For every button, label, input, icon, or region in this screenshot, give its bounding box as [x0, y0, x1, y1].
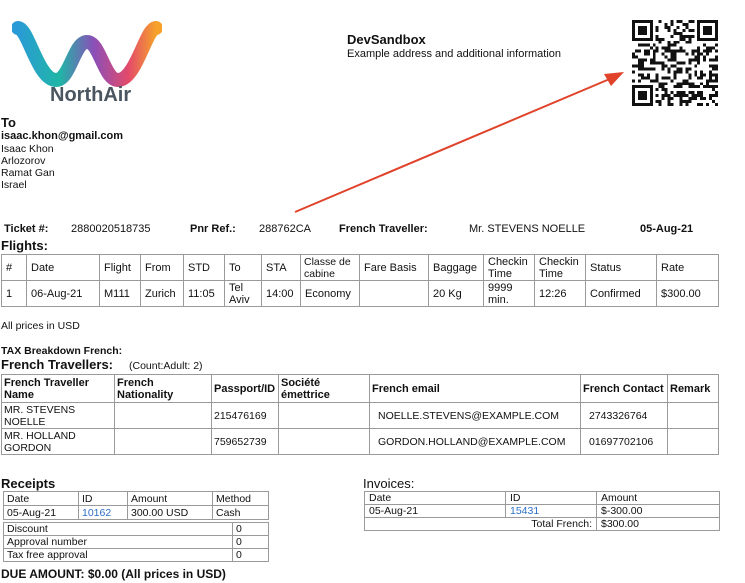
- column-header: STD: [184, 255, 225, 281]
- table-row: [4, 536, 269, 549]
- table-header-row: [4, 492, 269, 506]
- address-line: Ramat Gan: [1, 167, 55, 179]
- address-line: Isaac Khon: [1, 143, 54, 155]
- table-cell: 06-Aug-21: [27, 281, 100, 307]
- table-cell: 300.00 USD: [128, 506, 213, 520]
- receipt-id-link[interactable]: 10162: [79, 506, 128, 520]
- table-cell: 9999 min.: [484, 281, 535, 307]
- table-cell: Cash: [213, 506, 269, 520]
- address-line: Arlozorov: [1, 155, 46, 167]
- table-cell: 05-Aug-21: [4, 506, 79, 520]
- table-cell: NOELLE.STEVENS@EXAMPLE.COM: [370, 403, 581, 429]
- extra-value: 0: [233, 549, 269, 562]
- column-header: Date: [4, 492, 79, 506]
- column-header: French email: [370, 375, 581, 403]
- table-row: [4, 506, 269, 520]
- table-row: [2, 429, 719, 455]
- table-cell: Zurich: [141, 281, 184, 307]
- column-header: Rate: [657, 255, 719, 281]
- column-header: Date: [27, 255, 100, 281]
- table-cell: Economy: [301, 281, 360, 307]
- extra-label: Tax free approval: [4, 549, 233, 562]
- extra-value: 0: [233, 523, 269, 536]
- column-header: French Contact: [581, 375, 668, 403]
- prices-note: All prices in USD: [1, 320, 80, 332]
- pnr-value: 288762CA: [259, 223, 311, 235]
- logo-text: NorthAir: [50, 84, 132, 106]
- column-header: Fare Basis: [360, 255, 429, 281]
- column-header: Flight: [100, 255, 141, 281]
- table-cell: GORDON.HOLLAND@EXAMPLE.COM: [370, 429, 581, 455]
- table-row: [2, 281, 719, 307]
- table-cell: $300.00: [657, 281, 719, 307]
- table-cell: [668, 429, 719, 455]
- column-header: Amount: [597, 492, 720, 505]
- table-cell: Tel Aviv: [225, 281, 262, 307]
- ticket-value: 2880020518735: [71, 223, 151, 235]
- travellers-title: French Travellers:: [1, 357, 113, 372]
- pnr-label: Pnr Ref.:: [190, 223, 236, 235]
- column-header: Classe de cabine: [301, 255, 360, 281]
- due-amount: DUE AMOUNT: $0.00 (All prices in USD): [1, 567, 226, 581]
- table-cell: 20 Kg: [429, 281, 484, 307]
- table-cell: [360, 281, 429, 307]
- table-cell: 759652739: [212, 429, 279, 455]
- total-label: Total French:: [365, 518, 597, 531]
- column-header: Remark: [668, 375, 719, 403]
- address-line: Israel: [1, 179, 27, 191]
- traveller-label: French Traveller:: [339, 223, 428, 235]
- receipts-extra-table: [3, 522, 269, 562]
- ticket-label: Ticket #:: [4, 223, 49, 235]
- flights-title: Flights:: [1, 238, 48, 253]
- column-header: From: [141, 255, 184, 281]
- table-cell: MR. HOLLAND GORDON: [2, 429, 115, 455]
- column-header: To: [225, 255, 262, 281]
- column-header: Société émettrice: [279, 375, 370, 403]
- table-row: [365, 505, 720, 518]
- tax-title: TAX Breakdown French:: [1, 345, 123, 357]
- column-header: Baggage: [429, 255, 484, 281]
- table-cell: 11:05: [184, 281, 225, 307]
- column-header: Status: [586, 255, 657, 281]
- table-header-row: [2, 375, 719, 403]
- table-header-row: [2, 255, 719, 281]
- flights-table: [1, 254, 719, 307]
- ticket-date: 05-Aug-21: [640, 223, 694, 235]
- column-header: Checkin Time: [535, 255, 586, 281]
- column-header: STA: [262, 255, 301, 281]
- receipts-table: [3, 491, 269, 520]
- invoices-title: Invoices:: [363, 476, 415, 491]
- table-row: [4, 523, 269, 536]
- column-header: French Traveller Name: [2, 375, 115, 403]
- to-email: isaac.khon@gmail.com: [1, 130, 123, 142]
- invoices-table: [364, 491, 720, 531]
- table-cell: 14:00: [262, 281, 301, 307]
- travellers-count: (Count:Adult: 2): [129, 360, 203, 372]
- table-cell: 01697702106: [581, 429, 668, 455]
- table-row: [2, 403, 719, 429]
- to-heading: To: [1, 115, 16, 130]
- table-cell: [668, 403, 719, 429]
- column-header: Passport/ID: [212, 375, 279, 403]
- table-cell: [279, 429, 370, 455]
- table-cell: Confirmed: [586, 281, 657, 307]
- table-cell: [279, 403, 370, 429]
- column-header: ID: [79, 492, 128, 506]
- to-address: [1, 143, 55, 191]
- company-address: Example address and additional information: [347, 48, 562, 60]
- table-cell: 2743326764: [581, 403, 668, 429]
- column-header: ID: [506, 492, 597, 505]
- invoice-id-link[interactable]: 15431: [506, 505, 597, 518]
- invoice-total-row: [365, 518, 720, 531]
- table-row: [4, 549, 269, 562]
- table-cell: 215476169: [212, 403, 279, 429]
- column-header: French Nationality: [115, 375, 212, 403]
- table-cell: 1: [2, 281, 27, 307]
- extra-label: Approval number: [4, 536, 233, 549]
- traveller-value: Mr. STEVENS NOELLE: [469, 223, 586, 235]
- column-header: Checkin Time: [484, 255, 535, 281]
- table-cell: [115, 403, 212, 429]
- table-cell: 12:26: [535, 281, 586, 307]
- table-cell: M111: [100, 281, 141, 307]
- table-header-row: [365, 492, 720, 505]
- receipts-title: Receipts: [1, 476, 56, 491]
- travellers-table: [1, 374, 719, 455]
- table-cell: $-300.00: [597, 505, 720, 518]
- extra-label: Discount: [4, 523, 233, 536]
- company-name: DevSandbox: [347, 32, 426, 47]
- column-header: Method: [213, 492, 269, 506]
- column-header: Date: [365, 492, 506, 505]
- extra-value: 0: [233, 536, 269, 549]
- column-header: Amount: [128, 492, 213, 506]
- total-value: $300.00: [597, 518, 720, 531]
- table-cell: [115, 429, 212, 455]
- table-cell: 05-Aug-21: [365, 505, 506, 518]
- column-header: #: [2, 255, 27, 281]
- table-cell: MR. STEVENS NOELLE: [2, 403, 115, 429]
